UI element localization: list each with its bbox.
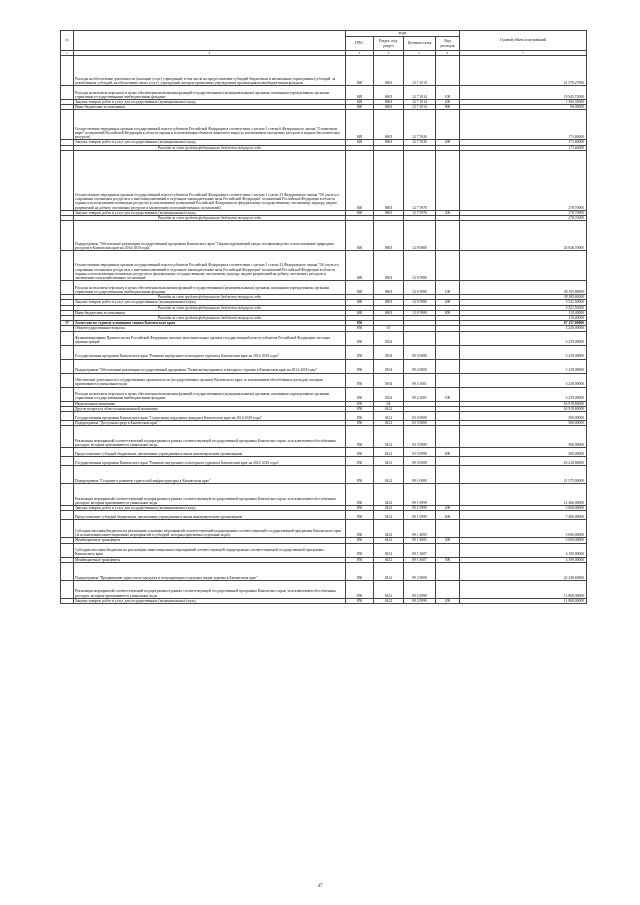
row-target: 12 8 5980 [404,251,436,281]
row-vid [436,359,460,373]
row-text: Предоставление субсидий бюджетным, автономным учреждениям и иным некоммерческим организациям [74,448,346,457]
row-amount: 119,40000 [460,316,587,321]
row-number [61,466,74,484]
row-amount: 3 239,00000 [460,373,587,387]
row-text: Государственная программа Камчатского края "Социальная поддержка граждан в Камчатском крае на 2014-2018 годы" [74,412,346,421]
row-vid: 200 [436,210,460,215]
row-text: Расходы на выплаты персоналу в целях обеспечения выполнения функций государственными (муниципальными) органами, казенными учреждениями, органами управления государственными внебюджетными фондами [74,86,346,100]
row-text: Субсидии местным бюджетам на реализацию инвестиционных мероприятий соответствующей подпрограммы соответствующей государственной программы Камчатского края [74,543,346,557]
header-name [74,31,346,51]
row-number [61,484,74,506]
row-amount: 173,60000 [460,110,587,140]
row-number [61,598,74,603]
row-vid: 800 [436,310,460,315]
row-section: 0603 [374,300,404,305]
row-vid: 200 [436,598,460,603]
colnum: 5 [404,51,436,56]
row-grbs: 850 [346,580,374,598]
row-amount: 3 239,00000 [460,326,587,331]
table-row [61,345,587,359]
row-text: Агентство по туризму и внешним связям Камчатского края [74,321,346,326]
table-row [61,359,587,373]
row-section: 0412 [374,426,404,448]
row-section: 04 [374,401,404,406]
table-row [61,580,587,598]
row-number [61,110,74,140]
table-row [61,511,587,520]
row-amount: 63 918,60000 [460,406,587,411]
row-text: Расходы на обеспечение деятельности (оказание услуг) учреждений, в том числе на предоставление субсидий бюджетным и автономным учреждениям (субсидий, за исключением субсидий, на обеспечение своих услуг), учреждений, которые превышены учреждениям организациями внебюджетными фондами [74,56,346,86]
row-text: Осуществление переданных органам государственной власти субъектов Российской Федерации в соответствии с частью 1 статьи 6 Федерального закона "О животном мире" полномочий Российской Федерации в области охраны и использования объектов животного мира (за исключением охотничьих ресурсов и водных биологических ресурсов) [74,110,346,140]
row-number [61,448,74,457]
row-section: 0412 [374,466,404,484]
row-number [61,331,74,345]
budget-document [60,30,586,604]
row-text: Межбюджетные трансферты [74,557,346,562]
row-vid [436,580,460,598]
row-text: Общегосударственные вопросы [74,326,346,331]
row-target: 12 7 5920 [404,140,436,145]
row-section: 0412 [374,580,404,598]
row-section: 0412 [374,520,404,538]
row-target: 09 1 4007 [404,557,436,562]
row-grbs: 850 [346,520,374,538]
row-section: 0603 [374,110,404,140]
row-target: 09 1 0999 [404,484,436,506]
row-vid [436,221,460,251]
row-target: 09 4 1001 [404,387,436,401]
row-number [61,543,74,557]
row-vid [436,373,460,387]
table-row [61,426,587,448]
row-vid [436,466,460,484]
row-vid [436,345,460,359]
row-amount: 67 157,60000 [460,321,587,326]
row-target: 09 0 0000 [404,345,436,359]
table-row [61,484,587,506]
table-row [61,331,587,345]
row-target: 09 4 0000 [404,359,436,373]
row-target: 12 7 5920 [404,110,436,140]
row-amount: 4 109,00000 [460,557,587,562]
row-amount: 278,70000 [460,210,587,215]
row-number [61,387,74,401]
row-target: 09 2 0000 [404,562,436,580]
row-vid: 600 [436,448,460,457]
row-section: 0412 [374,557,404,562]
row-text: Закупка товаров, работ и услуг для государственных (муниципальных) нужд [74,300,346,305]
row-section: 0603 [374,210,404,215]
row-vid [436,562,460,580]
row-grbs: 850 [346,373,374,387]
row-text: Осуществление переданных органам государственной власти субъектов Российской Федерации в соответствии с частью 1 статьи 33 Федерального закона "Об охоте и о сохранении охотничьих ресурсов и о внесении изменений в отдельные законодательные акты Российской Федерации" полномочий Российской Федерации в области охраны и использования охотничьих ресурсов по федеральному государственному охотничьему надзору, выдаче разрешений на добычу охотничьих ресурсов и заключению охотхозяйственных соглашений [74,251,346,281]
row-vid: 500 [436,538,460,543]
row-grbs: 850 [346,538,374,543]
row-vid: 100 [436,387,460,401]
row-target: 09 2 0999 [404,598,436,603]
row-target: 12 7 1014 [404,100,436,105]
row-section: 0412 [374,406,404,411]
row-text: Другие вопросы в области национальной экономики [74,406,346,411]
row-amount: 38 185,80000 [460,295,587,300]
header-vid: Вид расходов [436,37,460,51]
row-target: 12 7 1014 [404,86,436,100]
row-vid [436,150,460,210]
row-grbs: 850 [346,426,374,448]
row-text: Иные бюджетные ассигнования [74,310,346,315]
row-section: 0104 [374,345,404,359]
row-amount: 278,70000 [460,150,587,210]
row-target: 03 5 0999 [404,448,436,457]
row-section: 0603 [374,56,404,86]
row-section: 0412 [374,598,404,603]
row-section: 0603 [374,105,404,110]
table-row [61,281,587,295]
row-section: 01 [374,326,404,331]
row-section: 0603 [374,310,404,315]
row-number: 37 [61,321,74,326]
row-text: Расходы за счет средств федерального бюджета текущего года [74,145,346,150]
row-target: 12 7 1014 [404,105,436,110]
row-amount: 5 060,00000 [460,506,587,511]
row-target: 09 1 0000 [404,466,436,484]
row-target: 09 4 1001 [404,373,436,387]
colnum: 6 [436,51,460,56]
row-amount: 278,70000 [460,216,587,221]
row-text: Подпрограмма "Обеспечение реализации государственной программы Камчатского края "Охрана окружающей среды, воспроизводство и использование природных ресурсов в Камчатском крае на 2014-2018 годы" [74,221,346,251]
row-text: Расходы за счет средств федерального бюджета текущего года [74,295,346,300]
table-row [61,598,587,603]
row-number [61,511,74,520]
row-target: 12 7 1014 [404,56,436,86]
row-amount: 500,00000 [460,412,587,421]
table-row [61,56,587,86]
row-grbs: 850 [346,406,374,411]
row-number [61,86,74,100]
row-target: 09 2 0999 [404,580,436,598]
row-section: 0412 [374,538,404,543]
row-amount: 173,60000 [460,140,587,145]
row-amount: 500,00000 [460,448,587,457]
row-grbs: 850 [346,412,374,421]
row-text: Обеспечение деятельности государственных органов власти (государственных органов) Камчатского края, за исключением обособленных расходов, которым присваиваются уникальные коды [74,373,346,387]
row-vid: 800 [436,105,460,110]
table-row [61,520,587,538]
table-row [61,110,587,140]
row-vid: 100 [436,86,460,100]
header-section: Раздел, под-раздел [374,37,404,51]
row-amount: 19 945,72000 [460,86,587,100]
row-grbs: 850 [346,359,374,373]
row-amount: 22 238,60000 [460,562,587,580]
row-amount: 5 521,50000 [460,300,587,305]
row-number [61,221,74,251]
row-target: 09 1 4007 [404,543,436,557]
colnum: 1 [61,51,74,56]
row-grbs: 848 [346,100,374,105]
row-text: Подпрограмма "Продвижение туристского продукта и популяризация отдельных видов туризма в Камчатском крае" [74,562,346,580]
row-section: 0104 [374,373,404,387]
row-section: 0412 [374,543,404,557]
row-grbs: 850 [346,557,374,562]
row-amount: 1 560,33000 [460,100,587,105]
row-amount: 63 418,60000 [460,457,587,466]
row-vid: 100 [436,281,460,295]
row-text: Расходы на выплаты персоналу в целях обеспечения выполнения функций государственными (муниципальными) органами, казенными учреждениями, органами управления государственными внебюджетными фондами [74,387,346,401]
header-amount: Годовой объем ассигнований [460,31,587,51]
row-number [61,345,74,359]
row-grbs: 850 [346,457,374,466]
row-grbs: 848 [346,140,374,145]
row-grbs: 848 [346,210,374,215]
row-vid: 200 [436,100,460,105]
row-target: 03 5 0999 [404,426,436,448]
colnum: 3 [346,51,374,56]
table-row [61,448,587,457]
row-text: Функционирование Правительства Российской Федерации, высших исполнительных органов государственной власти субъектов Российской Федерации, местных администраций [74,331,346,345]
colnum: 2 [74,51,346,56]
header-grbs: ГРБС [346,37,374,51]
row-grbs: 850 [346,331,374,345]
row-number [61,520,74,538]
row-grbs: 850 [346,511,374,520]
row-text: Подпрограмма "Доступная среда в Камчатском крае" [74,421,346,426]
row-section: 0603 [374,140,404,145]
row-number [61,562,74,580]
header-num: № [61,31,74,51]
row-amount: 68,00000 [460,105,587,110]
row-grbs: 848 [346,56,374,86]
row-amount: 3 239,00000 [460,331,587,345]
row-target: 12 7 5970 [404,210,436,215]
row-grbs: 850 [346,326,374,331]
row-number [61,412,74,421]
row-text: Реализация мероприятий соответствующей подпрограммы в рамках соответствующей государственной программы Камчатского края, за исключением обособленных расходов, которым присваиваются уникальные коды [74,426,346,448]
row-text: Закупка товаров, работ и услуг для государственных (муниципальных) нужд [74,210,346,215]
row-amount: 43 826,70000 [460,221,587,251]
table-row [61,562,587,580]
row-section: 0603 [374,150,404,210]
table-row [61,221,587,251]
row-grbs: 848 [346,86,374,100]
row-grbs: 850 [346,598,374,603]
row-grbs: 850 [346,448,374,457]
row-section: 0412 [374,412,404,421]
row-vid: 200 [436,506,460,511]
row-text: Расходы на выплаты персоналу в целях обеспечения выполнения функций государственными (муниципальными) органами, казенными учреждениями, органами управления государственными внебюджетными фондами [74,281,346,295]
row-number [61,359,74,373]
row-target: 09 1 4005 [404,520,436,538]
row-text: Подпрограмма "Обеспечение реализации государственной программы "Развитие внутреннего и въездного туризма в Камчатском крае на 2014-2018 годы" [74,359,346,373]
table-row [61,373,587,387]
row-text: Межбюджетные трансферты [74,538,346,543]
page-number: 47 [317,884,323,889]
row-grbs: 850 [346,387,374,401]
row-amount [460,251,587,281]
table-row [61,86,587,100]
row-section: 0603 [374,86,404,100]
row-vid [436,412,460,421]
header-target: Целевая статья [404,37,436,51]
row-grbs: 848 [346,281,374,295]
row-grbs: 850 [346,543,374,557]
row-text: Расходы за счет средств федерального бюджета текущего года [74,305,346,310]
row-vid [436,251,460,281]
row-amount: 500,00000 [460,421,587,426]
colnum: 4 [374,51,404,56]
row-text: Национальная экономика [74,401,346,406]
row-section: 0104 [374,359,404,373]
row-amount: 21 575,00000 [460,466,587,484]
row-text: Иные бюджетные ассигнования [74,105,346,110]
row-section: 0412 [374,421,404,426]
budget-table [60,30,587,604]
row-target: 09 0 0000 [404,457,436,466]
row-section: 0412 [374,484,404,506]
row-grbs: 848 [346,110,374,140]
row-vid [436,110,460,140]
row-amount: 21 570,27000 [460,56,587,86]
row-text: Государственная программа Камчатского края "Развитие внутреннего и въездного туризма в Камчатском крае на 2014-2018 годы" [74,345,346,359]
row-grbs: 850 [346,484,374,506]
row-text: Реализация мероприятий соответствующей подпрограммы в рамках соответствующей государственной программы Камчатского края, за исключением обособленных расходов, которым присваиваются уникальные коды [74,484,346,506]
row-amount: 63 918,60000 [460,401,587,406]
row-target: 03 5 0000 [404,421,436,426]
row-target: 09 1 4005 [404,538,436,543]
row-text: Предоставление субсидий бюджетным, автономным учреждениям и иным некоммерческим организациям [74,511,346,520]
row-number [61,426,74,448]
row-target: 09 1 0999 [404,506,436,511]
row-amount: 5 521,50000 [460,305,587,310]
row-number [61,457,74,466]
row-amount: 5 000,00000 [460,538,587,543]
row-grbs: 850 [346,562,374,580]
row-section: 0603 [374,221,404,251]
row-vid [436,543,460,557]
row-amount: 5 000,00000 [460,520,587,538]
row-target [404,331,436,345]
row-amount: 500,00000 [460,426,587,448]
row-text: Закупка товаров, работ и услуг для государственных (муниципальных) нужд [74,598,346,603]
row-target: 12 8 0000 [404,221,436,251]
row-section: 0412 [374,448,404,457]
row-grbs: 850 [346,466,374,484]
row-grbs: 850 [346,321,374,326]
row-amount: 11 808,00000 [460,598,587,603]
row-target: 09 1 0999 [404,511,436,520]
row-target: 12 8 5980 [404,300,436,305]
row-section: 0412 [374,511,404,520]
row-grbs: 850 [346,345,374,359]
row-target: 03 0 0000 [404,412,436,421]
table-row [61,543,587,557]
table-row [61,466,587,484]
row-text: Закупка товаров, работ и услуг для государственных (муниципальных) нужд [74,100,346,105]
row-text: Реализация мероприятий соответствующей подпрограммы в рамках соответствующей государственной программы Камчатского края, за исключением обособленных расходов, которым присваиваются уникальные коды [74,580,346,598]
row-vid [436,426,460,448]
row-grbs: 848 [346,300,374,305]
row-text: Закупка товаров, работ и услуг для государственных (муниципальных) нужд [74,506,346,511]
row-target: 12 7 5970 [404,150,436,210]
row-text: Расходы за счет средств федерального бюджета текущего года [74,216,346,221]
row-vid [436,484,460,506]
row-amount: 3 239,00000 [460,387,587,401]
table-row [61,251,587,281]
row-section: 0412 [374,457,404,466]
table-header [61,31,587,56]
row-section: 0603 [374,100,404,105]
table-row [61,387,587,401]
row-amount: 173,60000 [460,145,587,150]
row-amount: 3 239,00000 [460,345,587,359]
colnum: 7 [460,51,587,56]
row-vid [436,331,460,345]
row-grbs: 848 [346,105,374,110]
row-number [61,56,74,86]
row-section: 0412 [374,562,404,580]
row-amount: 3 239,00000 [460,359,587,373]
row-vid: 500 [436,557,460,562]
row-text: Государственная программа Камчатского края "Развитие внутреннего и въездного туризма в Камчатском крае на 2014-2018 годы" [74,457,346,466]
row-text: Осуществление переданных органам государственной власти субъектов Российской Федерации в соответствии с частью 1 статьи 33 Федерального закона "Об охоте и о сохранении охотничьих ресурсов и о внесении изменений в отдельные законодательные акты Российской Федерации" полномочий Российской Федерации в области охраны и использования охотничьих ресурсов (за исключением полномочий Российской Федерации по федеральному государственному охотничьему надзору, выдаче разрешений на добычу охотничьих ресурсов и заключению охотхозяйственных соглашений) [74,150,346,210]
row-vid: 600 [436,511,460,520]
table-body [61,56,587,604]
row-grbs: 848 [346,310,374,315]
row-number [61,373,74,387]
row-amount: 38 185,80000 [460,281,587,295]
row-grbs: 850 [346,421,374,426]
row-target: 12 8 5980 [404,281,436,295]
table-row [61,412,587,421]
row-vid: 200 [436,300,460,305]
row-amount: 4 109,00000 [460,543,587,557]
row-target: 12 8 5980 [404,310,436,315]
row-section: 0412 [374,506,404,511]
row-text: Подпрограмма "Создание и развитие туристской инфраструктуры в Камчатском крае" [74,466,346,484]
table-row [61,457,587,466]
row-text: Расходы за счет средств федерального бюджета текущего года [74,316,346,321]
row-amount: 12 466,00000 [460,484,587,506]
row-amount: 7 406,00000 [460,511,587,520]
row-vid [436,56,460,86]
row-vid [436,520,460,538]
row-section: 0104 [374,331,404,345]
row-vid: 200 [436,140,460,145]
row-section: 0603 [374,281,404,295]
row-text: Закупка товаров, работ и услуг для государственных (муниципальных) нужд [74,140,346,145]
row-number [61,251,74,281]
row-number [61,150,74,210]
table-row [61,150,587,210]
row-vid [436,457,460,466]
header-codes: коды [346,31,460,37]
row-text: Субсидии местным бюджетам на реализацию основных мероприятий соответствующей подпрограммы соответствующей государственной программы Камчатского края (за исключением инвестиционных мероприятий и субсидий, которым присвоены отдельные коды) [74,520,346,538]
row-grbs: 850 [346,506,374,511]
row-section: 0104 [374,387,404,401]
row-number [61,281,74,295]
row-amount: 11 808,00000 [460,580,587,598]
row-number [61,580,74,598]
row-section: 0603 [374,251,404,281]
row-grbs: 848 [346,251,374,281]
row-grbs: 850 [346,401,374,406]
row-grbs: 848 [346,221,374,251]
row-grbs: 848 [346,150,374,210]
row-amount: 119,40000 [460,310,587,315]
